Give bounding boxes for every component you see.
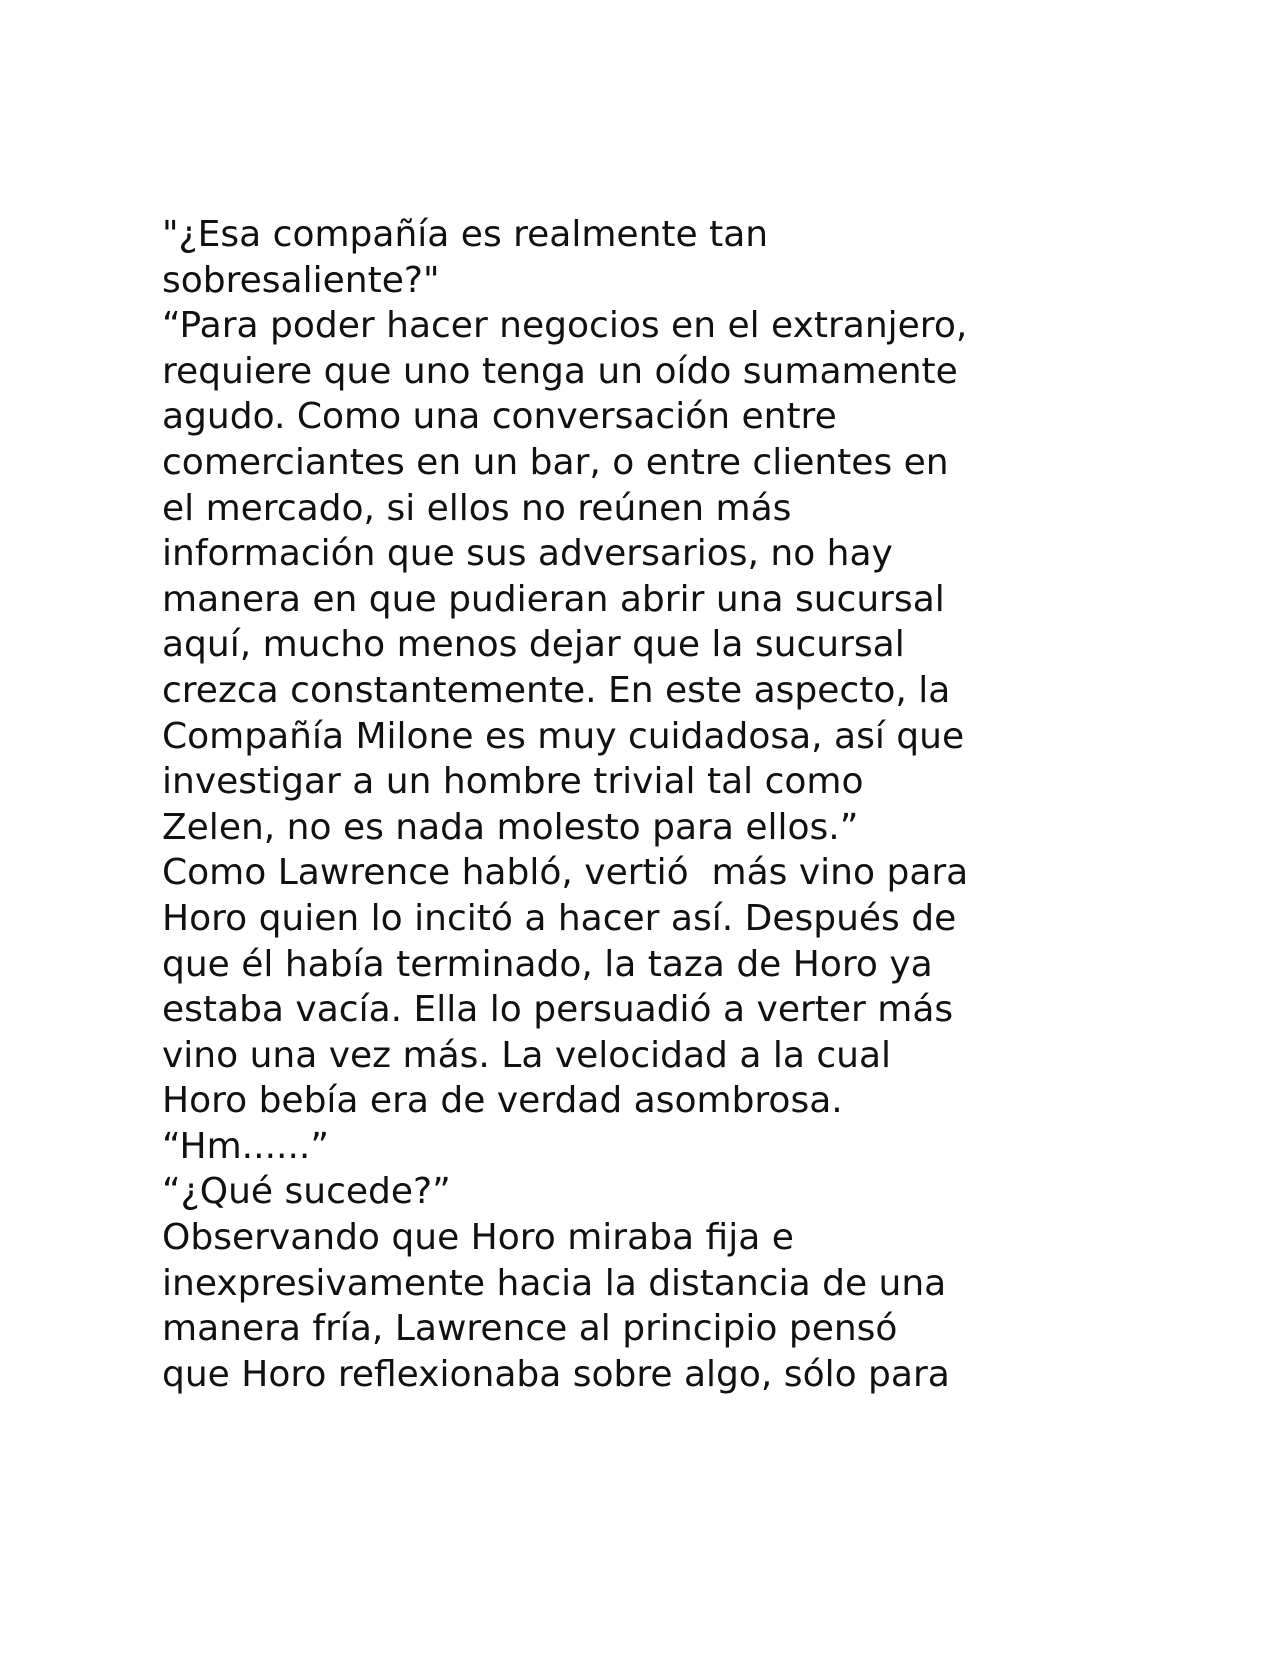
text-line: que Horo reflexionaba sobre algo, sólo para — [162, 1353, 950, 1395]
text-line: el mercado, si ellos no reúnen más — [162, 487, 792, 529]
text-line: estaba vacía. Ella lo persuadió a verter más — [162, 989, 954, 1031]
text-line: “¿Qué sucede?” — [162, 1171, 451, 1213]
text-line: sobresaliente?" — [162, 259, 440, 301]
text-line: “Para poder hacer negocios en el extranjero, — [162, 305, 968, 347]
text-line: inexpresivamente hacia la distancia de una — [162, 1262, 947, 1304]
body-text — [162, 212, 1062, 1397]
text-line: manera en que pudieran abrir una sucursal — [162, 578, 945, 620]
text-line: Horo bebía era de verdad asombrosa. — [162, 1080, 843, 1122]
text-line: manera fría, Lawrence al principio pensó — [162, 1308, 898, 1350]
text-line: agudo. Como una conversación entre — [162, 396, 837, 438]
text-line: Observando que Horo miraba fija e — [162, 1217, 794, 1259]
text-line: crezca constantemente. En este aspecto, la — [162, 669, 951, 711]
text-line: comerciantes en un bar, o entre clientes en — [162, 441, 949, 483]
text-line: investigar a un hombre trivial tal como — [162, 761, 864, 803]
text-line: vino una vez más. La velocidad a la cual — [162, 1034, 892, 1076]
text-line: Zelen, no es nada molesto para ellos.” — [162, 806, 859, 848]
text-line: Compañía Milone es muy cuidadosa, así que — [162, 715, 965, 757]
text-line: Como Lawrence habló, vertió más vino para — [162, 852, 969, 894]
text-line: información que sus adversarios, no hay — [162, 533, 893, 575]
text-line: “Hm......” — [162, 1125, 329, 1167]
text-line: requiere que uno tenga un oído sumamente — [162, 350, 958, 392]
text-line: aquí, mucho menos dejar que la sucursal — [162, 624, 905, 666]
text-line: que él había terminado, la taza de Horo ya — [162, 943, 933, 985]
text-line: "¿Esa compañía es realmente tan — [162, 214, 769, 255]
text-line: Horo quien lo incitó a hacer así. Después de — [162, 897, 957, 939]
